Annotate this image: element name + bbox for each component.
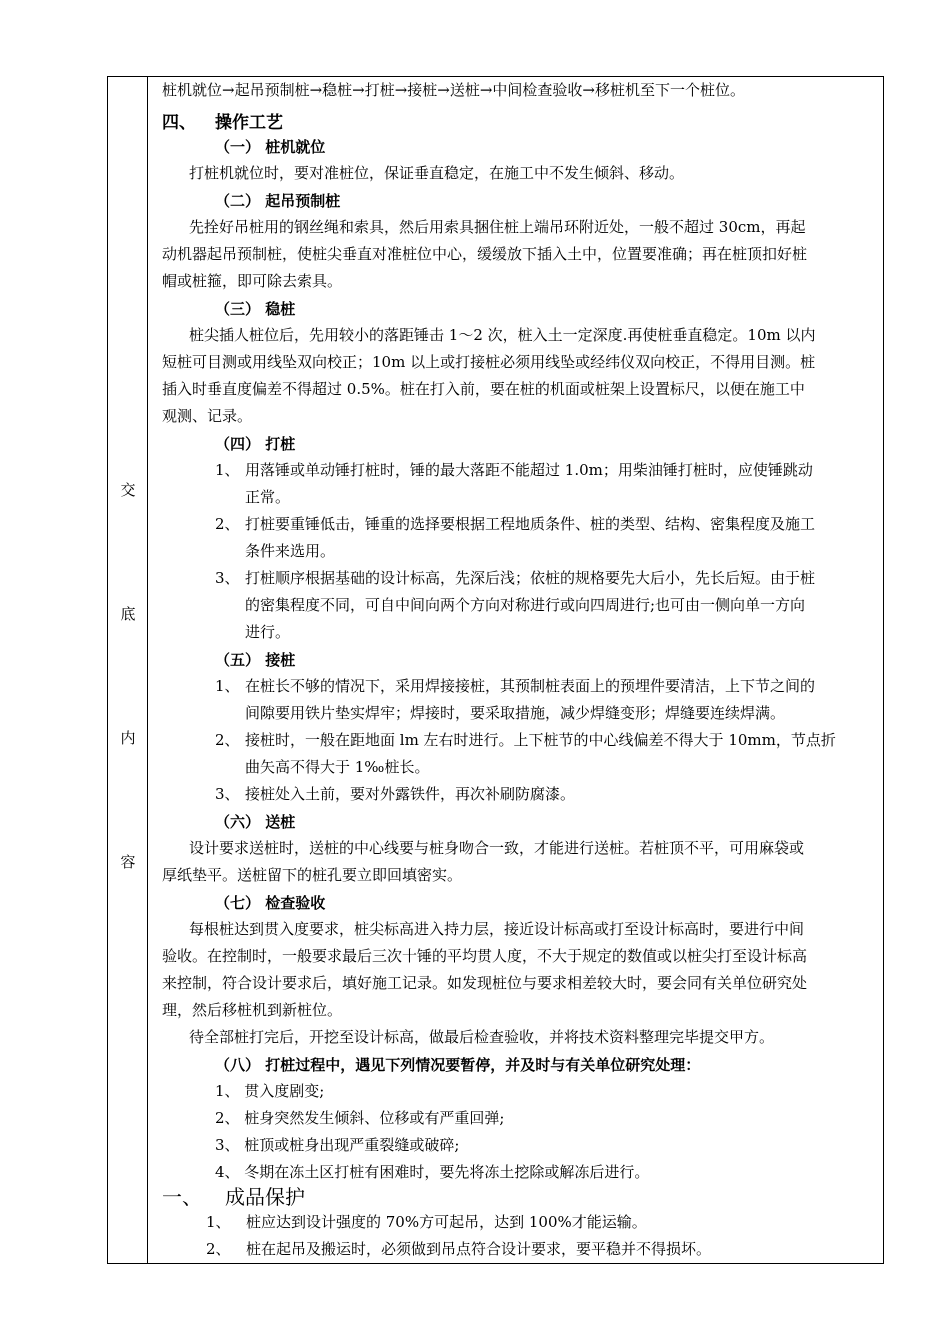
- list-item: 桩应达到设计强度的 70%方可起吊，达到 100%才能运输。: [246, 1213, 647, 1231]
- label-char-3: 内: [120, 729, 136, 747]
- list-number: 2、: [215, 731, 240, 749]
- para-3: 桩尖插人桩位后，先用较小的落距锤击 1～2 次，桩入土一定深度.再使桩垂直稳定。10m 以内: [189, 326, 816, 344]
- list-item: 在桩长不够的情况下，采用焊接接桩，其预制桩表面上的预埋件要清洁，上下节之间的: [245, 677, 816, 695]
- para-7: 待全部桩打完后，开挖至设计标高，做最后检查验收，并将技术资料整理完毕提交甲方。: [189, 1028, 775, 1046]
- list-number: 3、: [215, 569, 240, 587]
- list-item: 3、 桩顶或桩身出现严重裂缝或破碎;: [215, 1136, 460, 1154]
- para-7: 验收。在控制时，一般要求最后三次十锤的平均贯人度，不大于规定的数值或以桩尖打至设计标高: [162, 947, 808, 965]
- list-number: 2、: [215, 515, 240, 533]
- section-1-number: 一、: [162, 1185, 202, 1209]
- list-item: 接桩时，一般在距地面 lm 左右时进行。上下桩节的中心线偏差不得大于 10mm，节点折: [245, 731, 836, 749]
- list-number: 1、: [206, 1213, 231, 1231]
- list-item: 桩在起吊及搬运时，必须做到吊点符合设计要求，要平稳并不得损坏。: [246, 1240, 712, 1258]
- label-char-1: 交: [120, 481, 136, 499]
- heading-8: （八） 打桩过程中，遇见下列情况要暂停，并及时与有关单位研究处理：: [215, 1056, 701, 1074]
- heading-2: （二） 起吊预制桩: [215, 192, 341, 210]
- list-item: 打桩要重锤低击，锤重的选择要根据工程地质条件、桩的类型、结构、密集程度及施工: [245, 515, 816, 533]
- heading-4: （四） 打桩: [215, 435, 296, 453]
- para-2: 先拴好吊桩用的钢丝绳和索具，然后用索具捆住桩上端吊环附近处，一般不超过 30cm，再起: [189, 218, 806, 236]
- content-table: [107, 76, 884, 1264]
- label-char-4: 容: [120, 853, 136, 871]
- list-item: 的密集程度不同，可自中间向两个方向对称进行或向四周进行;也可由一侧向单一方向: [245, 596, 806, 614]
- para-7: 来控制，符合设计要求后，填好施工记录。如发现桩位与要求相差较大时，要会同有关单位研究处: [162, 974, 808, 992]
- content-body: [159, 77, 881, 1263]
- para-3: 观测、记录。: [162, 407, 253, 425]
- list-item: 用落锤或单动锤打桩时，锤的最大落距不能超过 1.0m；用柴油锤打桩时，应使锤跳动: [245, 461, 813, 479]
- para-6: 厚纸垫平。送桩留下的桩孔要立即回填密实。: [162, 866, 463, 884]
- heading-1: （一） 桩机就位: [215, 138, 326, 156]
- para-7: 理，然后移桩机到新桩位。: [162, 1001, 343, 1019]
- section-4-number: 四、: [162, 113, 196, 133]
- heading-5: （五） 接桩: [215, 651, 296, 669]
- section-1-title: 成品保护: [225, 1185, 305, 1209]
- section-4-title: 操作工艺: [215, 113, 283, 133]
- heading-3: （三） 稳桩: [215, 300, 296, 318]
- para-6: 设计要求送桩时，送桩的中心线要与桩身吻合一致，才能进行送桩。若桩顶不平，可用麻袋或: [189, 839, 805, 857]
- list-number: 3、: [215, 785, 240, 803]
- para-1: 打桩机就位时，要对准桩位，保证垂直稳定，在施工中不发生倾斜、移动。: [189, 164, 685, 182]
- list-number: 1、: [215, 677, 240, 695]
- label-column: [108, 77, 148, 1263]
- list-item: 间隙要用铁片垫实焊牢；焊接时，要采取措施，减少焊缝变形；焊缝要连续焊满。: [245, 704, 786, 722]
- list-item: 打桩顺序根据基础的设计标高，先深后浅；依桩的规格要先大后小，先长后短。由于桩: [245, 569, 816, 587]
- list-item: 曲矢高不得大于 1‰桩长。: [245, 758, 430, 776]
- list-number: 1、: [215, 461, 240, 479]
- list-item: 1、 贯入度剧变;: [215, 1082, 325, 1100]
- para-3: 插入时垂直度偏差不得超过 0.5%。桩在打入前，要在桩的机面或桩架上设置标尺，以便在施工中: [162, 380, 805, 398]
- list-item: 进行。: [245, 623, 291, 641]
- para-2: 动机器起吊预制桩，使桩尖垂直对准桩位中心，缓缓放下插入土中，位置要准确；再在桩顶扣好桩: [162, 245, 808, 263]
- heading-6: （六） 送桩: [215, 813, 296, 831]
- list-item: 条件来选用。: [245, 542, 336, 560]
- list-item: 接桩处入土前，要对外露铁件，再次补刷防腐漆。: [245, 785, 576, 803]
- list-item: 正常。: [245, 488, 291, 506]
- para-3: 短桩可目测或用线坠双向校正；10m 以上或打接桩必须用线坠或经纬仪双向校正，不得用目测。桩: [162, 353, 816, 371]
- process-flow: 桩机就位→起吊预制桩→稳桩→打桩→接桩→送桩→中间检查验收→移桩机至下一个桩位。: [162, 81, 745, 99]
- list-number: 2、: [206, 1240, 231, 1258]
- heading-7: （七） 检查验收: [215, 894, 326, 912]
- list-item: 4、 冬期在冻土区打桩有困难时，要先将冻土挖除或解冻后进行。: [215, 1163, 650, 1181]
- label-char-2: 底: [120, 605, 136, 623]
- para-2: 帽或桩箍，即可除去索具。: [162, 272, 343, 290]
- para-7: 每根桩达到贯入度要求，桩尖标高进入持力层，接近设计标高或打至设计标高时，要进行中间: [189, 920, 805, 938]
- list-item: 2、 桩身突然发生倾斜、位移或有严重回弹;: [215, 1109, 505, 1127]
